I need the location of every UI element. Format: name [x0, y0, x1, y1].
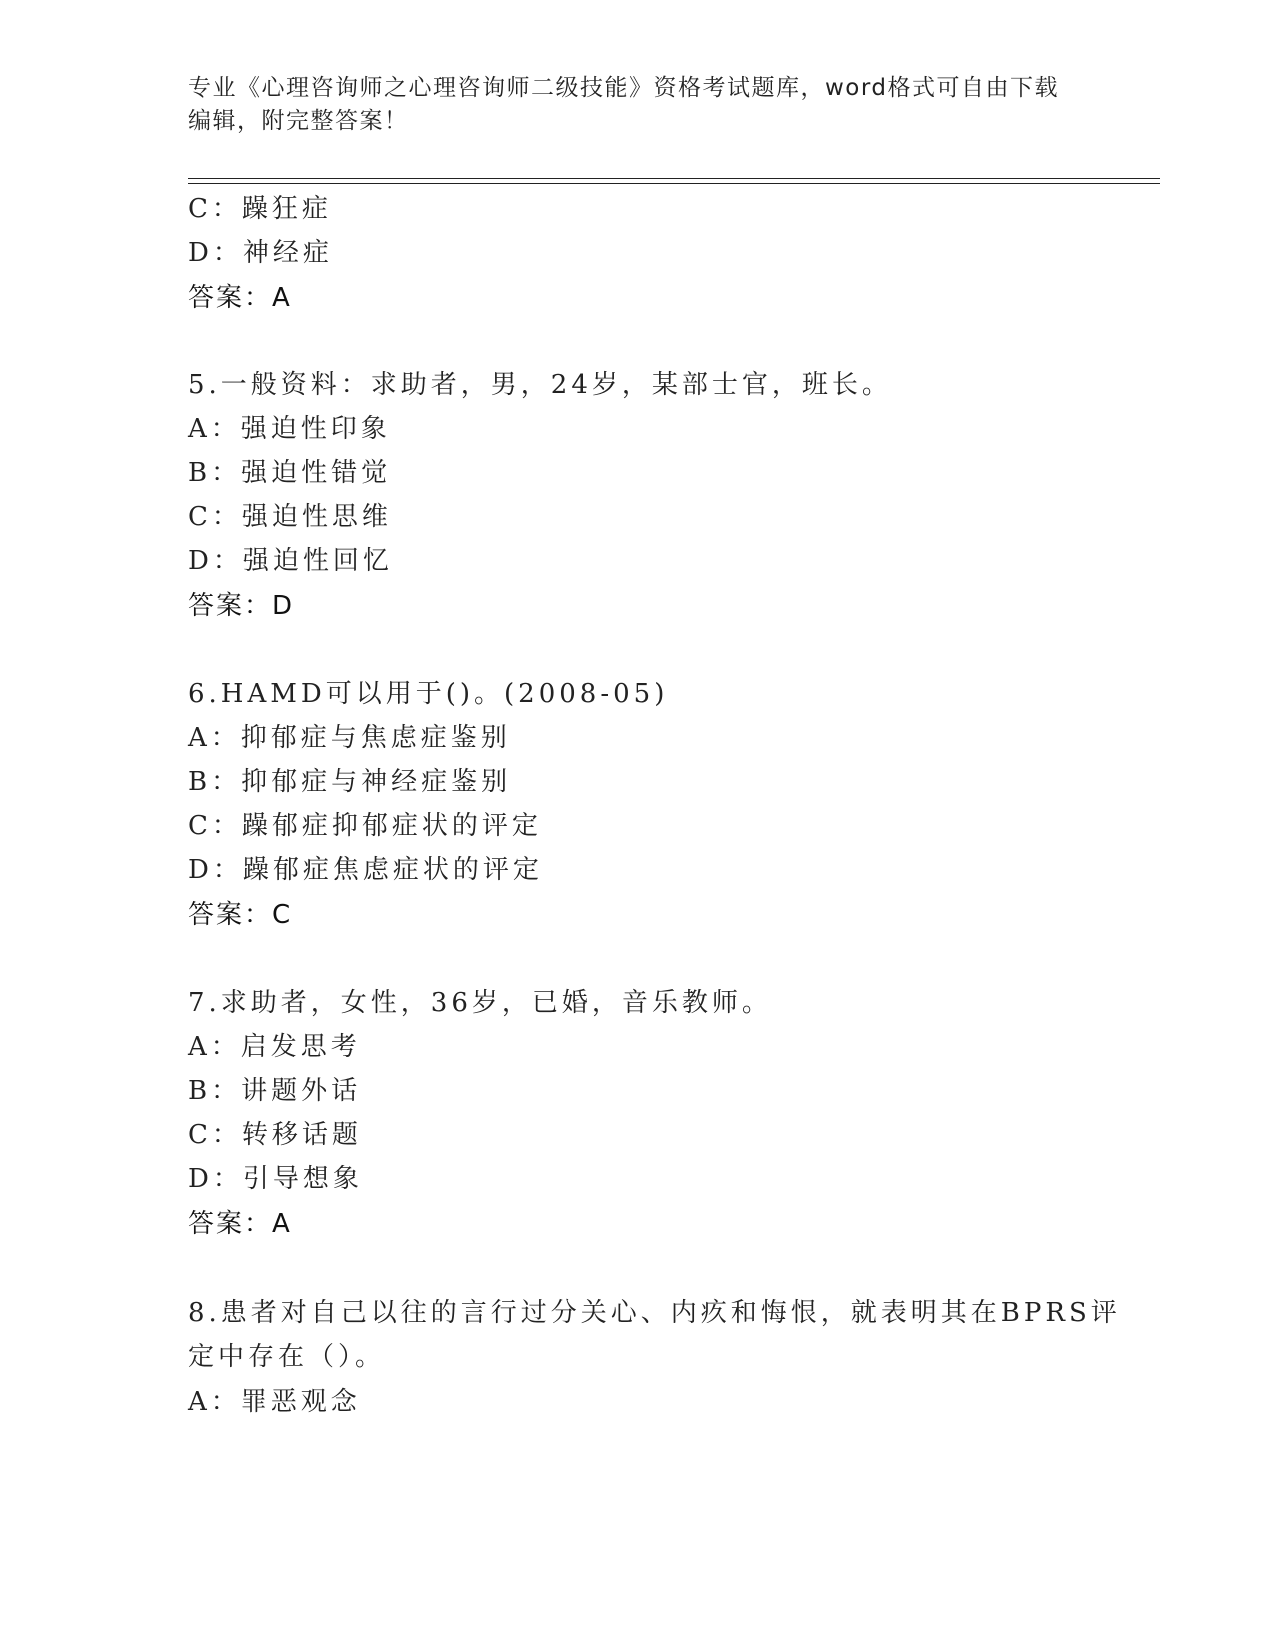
q6-option-d: D：躁郁症焦虑症状的评定 [188, 855, 543, 885]
q5-answer: 答案：D [188, 591, 295, 621]
q6-answer: 答案：C [188, 900, 293, 930]
q6-option-c: C：躁郁症抑郁症状的评定 [188, 811, 542, 841]
q5-question: 5.一般资料：求助者，男，24岁，某部士官，班长。 [188, 370, 892, 400]
q6-question: 6.HAMD可以用于()。(2008-05) [188, 679, 669, 709]
q7-option-d: D：引导想象 [188, 1164, 363, 1194]
q7-option-a: A：启发思考 [188, 1032, 361, 1062]
header-line-1: 专业《心理咨询师之心理咨询师二级技能》资格考试题库，word格式可自由下载 [188, 75, 1060, 101]
q7-option-b: B：讲题外话 [188, 1076, 362, 1106]
q4-option-d: D：神经症 [188, 238, 333, 268]
header-line-2: 编辑，附完整答案！ [188, 108, 409, 134]
q7-question: 7.求助者，女性，36岁，已婚，音乐教师。 [188, 988, 772, 1018]
q5-option-a: A：强迫性印象 [188, 414, 391, 444]
q4-option-c: C：躁狂症 [188, 194, 332, 224]
q8-option-a: A：罪恶观念 [188, 1387, 361, 1417]
q6-option-b: B：抑郁症与神经症鉴别 [188, 767, 512, 797]
q6-option-a: A：抑郁症与焦虑症鉴别 [188, 723, 511, 753]
header-divider-bottom [188, 183, 1160, 184]
q5-option-c: C：强迫性思维 [188, 502, 392, 532]
q5-option-b: B：强迫性错觉 [188, 458, 392, 488]
header-divider-top [188, 178, 1160, 179]
q7-answer: 答案：A [188, 1209, 292, 1239]
q4-answer: 答案：A [188, 283, 292, 313]
q8-question-line-1: 8.患者对自己以往的言行过分关心、内疚和悔恨，就表明其在BPRS评 [188, 1298, 1121, 1328]
q5-option-d: D：强迫性回忆 [188, 546, 393, 576]
q8-question-line-2: 定中存在（）。 [188, 1342, 386, 1372]
document-header [188, 72, 1088, 138]
q7-option-c: C：转移话题 [188, 1120, 362, 1150]
